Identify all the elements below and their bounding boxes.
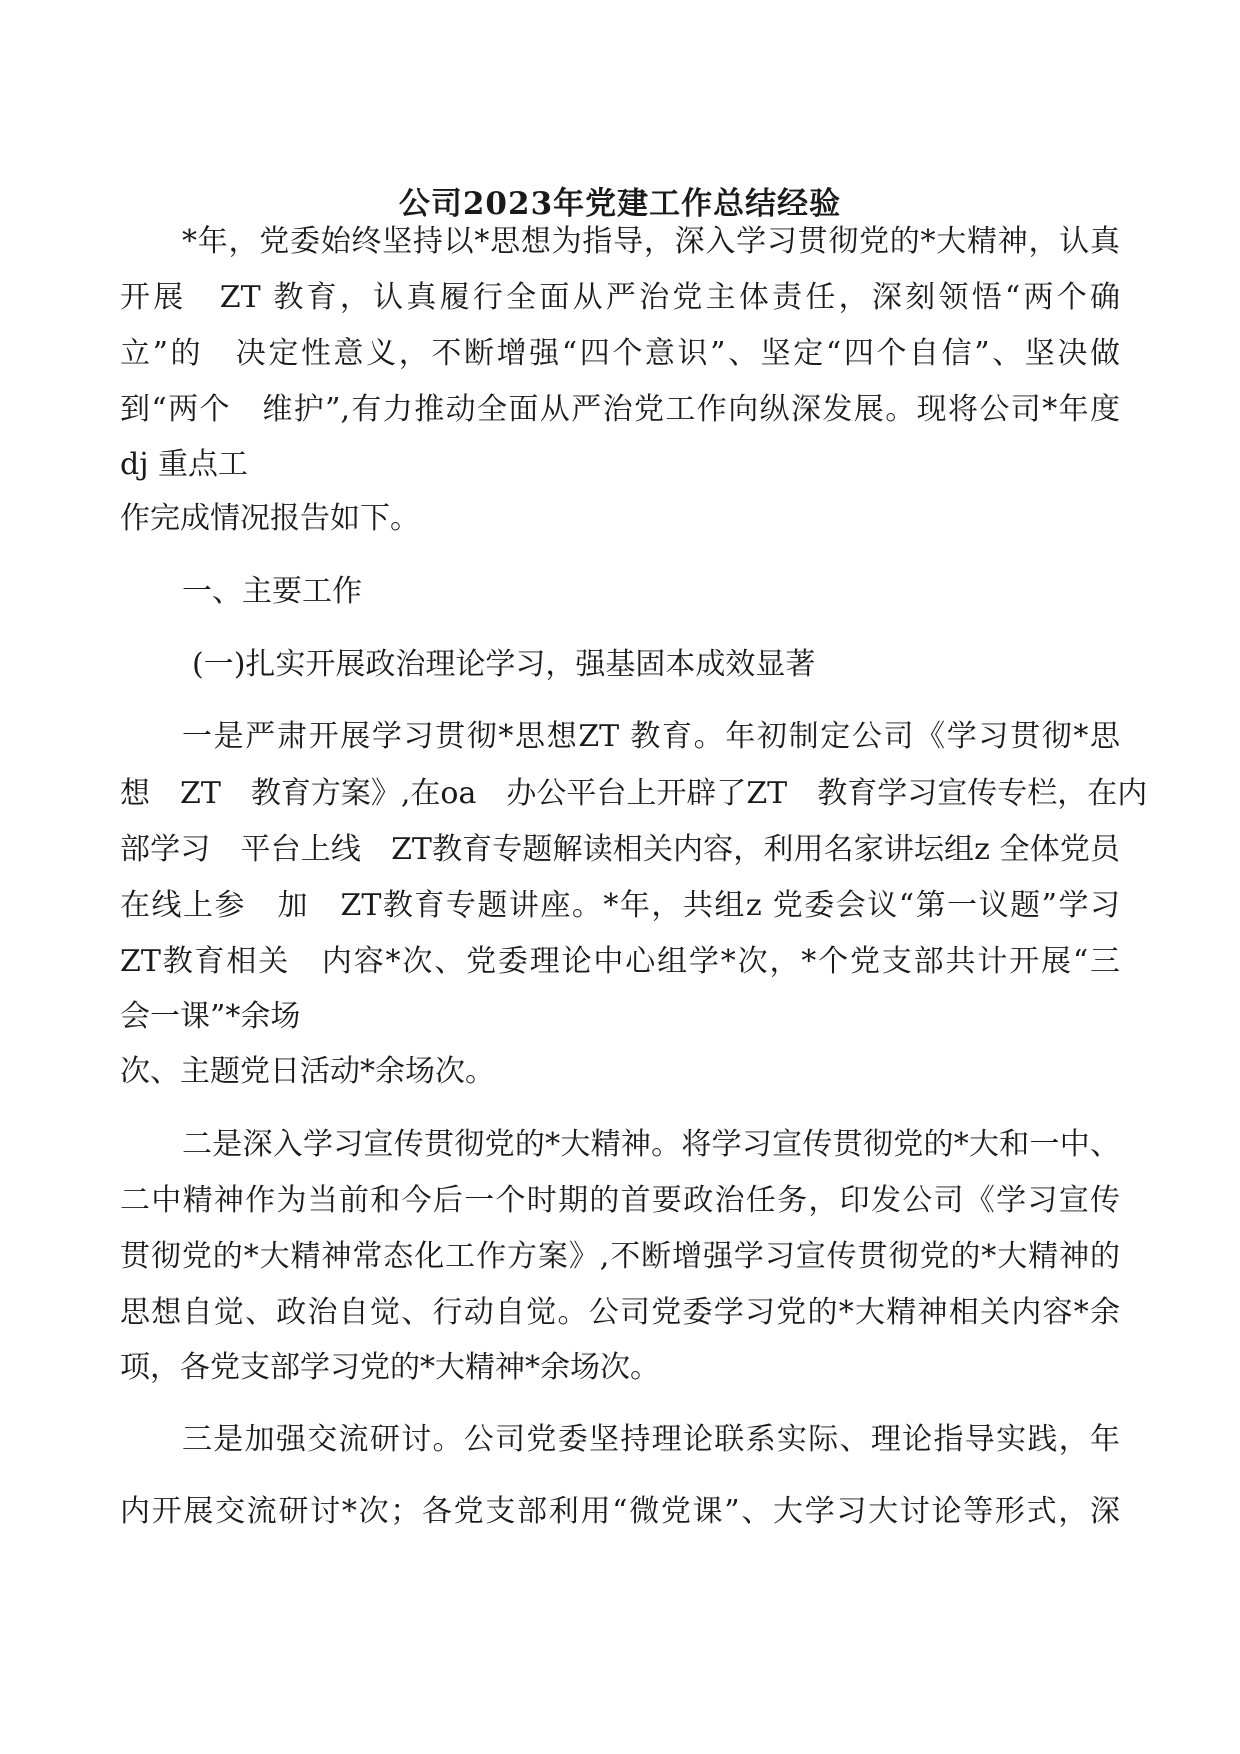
section-heading: 一、主要工作 (182, 574, 362, 609)
paragraph-line: 三是加强交流研讨。公司党委坚持理论联系实际、理论指导实践，年 (182, 1422, 1120, 1457)
paragraph-line: 在线上参 加 ZT教育专题讲座。*年，共组z 党委会议“第一议题”学习 (120, 888, 1120, 923)
paragraph-line: 会一课”*余场 (120, 999, 301, 1034)
paragraph-line: 内开展交流研讨*次；各党支部利用“微党课”、大学习大讨论等形式，深 (120, 1494, 1120, 1529)
subsection-heading: (一)扎实开展政治理论学习，强基固本成效显著 (192, 647, 816, 682)
paragraph-line: 二是深入学习宣传贯彻党的*大精神。将学习宣传贯彻党的*大和一中、 (182, 1127, 1120, 1162)
paragraph-line: 部学习 平台上线 ZT教育专题解读相关内容，利用名家讲坛组z 全体党员 (120, 832, 1120, 867)
paragraph-line: dj 重点工 (120, 447, 249, 482)
paragraph-line: 项，各党支部学习党的*大精神*余场次。 (120, 1350, 660, 1385)
paragraph-line: 到“两个 维护”,有力推动全面从严治党工作向纵深发展。现将公司*年度 (120, 392, 1120, 427)
paragraph-line: 二中精神作为当前和今后一个时期的首要政治任务，印发公司《学习宣传 (120, 1183, 1120, 1218)
paragraph-line: 立”的 决定性意义，不断增强“四个意识”、坚定“四个自信”、坚决做 (120, 336, 1120, 371)
paragraph-line: 次、主题党日活动*余场次。 (120, 1054, 495, 1089)
paragraph-line: 思想自觉、政治自觉、行动自觉。公司党委学习党的*大精神相关内容*余 (120, 1295, 1120, 1330)
paragraph-line: *年，党委始终坚持以*思想为指导，深入学习贯彻党的*大精神，认真 (182, 224, 1120, 259)
paragraph-line: 贯彻党的*大精神常态化工作方案》,不断增强学习宣传贯彻党的*大精神的 (120, 1239, 1120, 1274)
paragraph-line: 想 ZT 教育方案》,在oa 办公平台上开辟了ZT 教育学习宣传专栏，在内 (120, 776, 1148, 811)
paragraph-line: ZT教育相关 内容*次、党委理论中心组学*次，*个党支部共计开展“三 (120, 944, 1120, 979)
paragraph-line: 作完成情况报告如下。 (120, 501, 420, 536)
paragraph-line: 一是严肃开展学习贯彻*思想ZT 教育。年初制定公司《学习贯彻*思 (182, 719, 1120, 754)
paragraph-line: 开展 ZT 教育，认真履行全面从严治党主体责任，深刻领悟“两个确 (120, 280, 1120, 315)
document-title: 公司2023年党建工作总结经验 (398, 186, 842, 222)
